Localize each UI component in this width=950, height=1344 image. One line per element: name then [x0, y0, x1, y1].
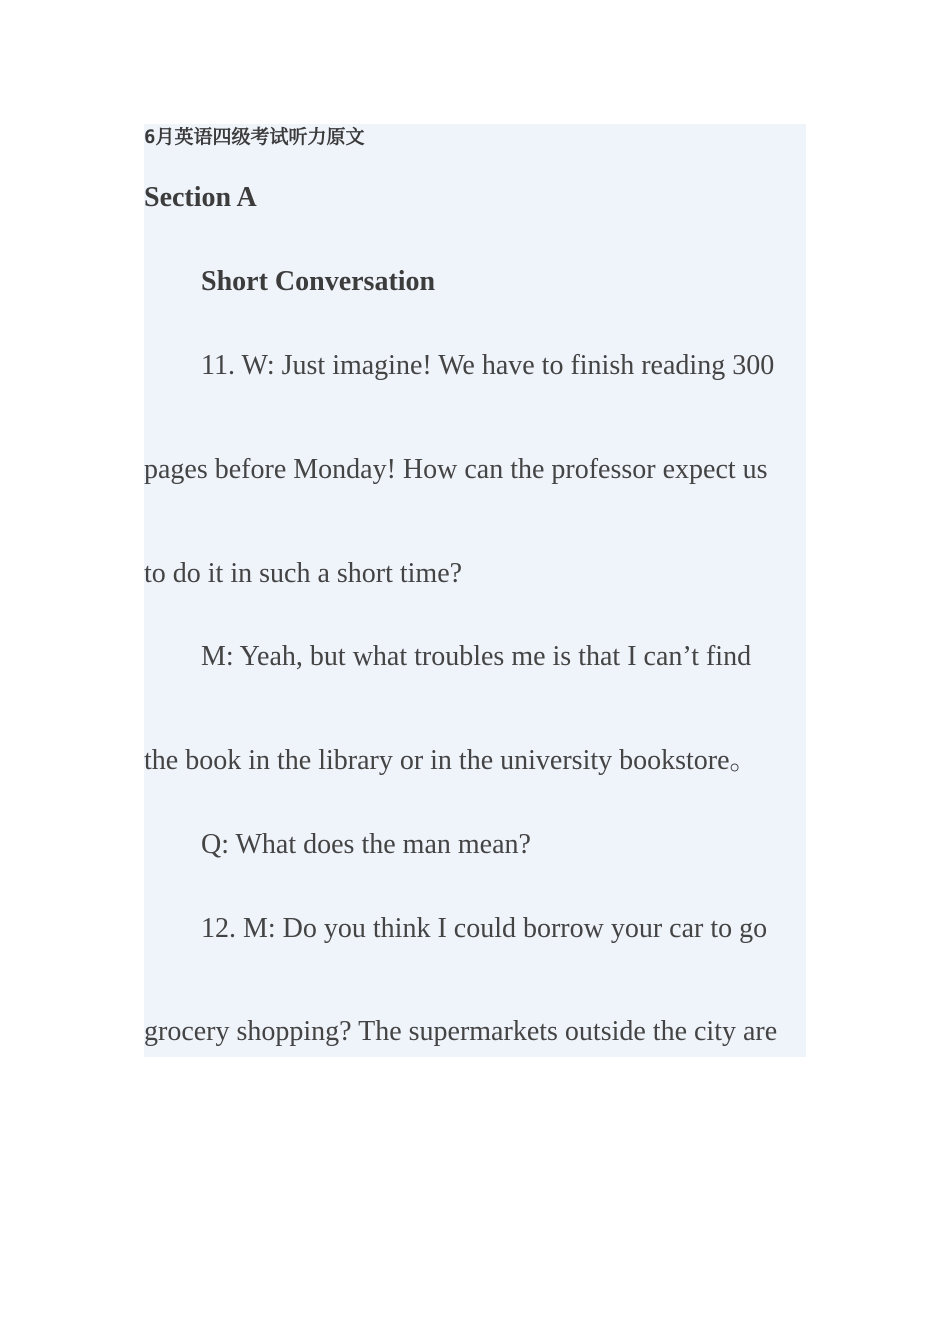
conversation-line: 12. M: Do you think I could borrow your car to go	[201, 913, 768, 944]
question-line: Q: What does the man mean?	[201, 829, 531, 860]
section-heading: Section A	[144, 182, 257, 213]
subsection-heading: Short Conversation	[201, 266, 436, 297]
conversation-line: to do it in such a short time?	[144, 558, 463, 589]
conversation-line: pages before Monday! How can the professor expect us	[144, 454, 768, 485]
conversation-line: M: Yeah, but what troubles me is that I can’t find	[201, 641, 752, 672]
conversation-line: 11. W: Just imagine! We have to finish reading 300	[201, 350, 775, 381]
conversation-line: grocery shopping? The supermarkets outside the city are	[144, 1016, 778, 1047]
conversation-line: the book in the library or in the university bookstore。	[144, 745, 758, 776]
document-title: 6月英语四级考试听力原文	[144, 126, 365, 148]
